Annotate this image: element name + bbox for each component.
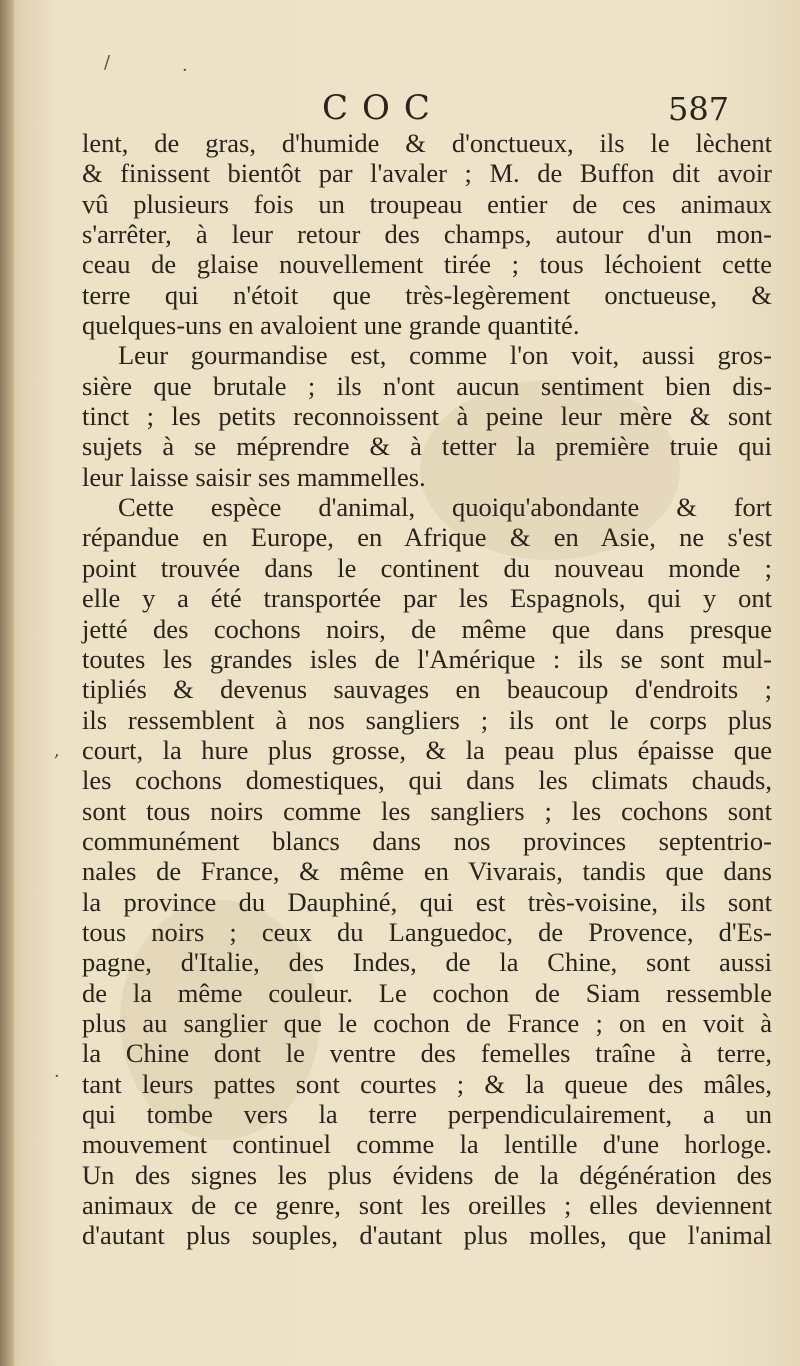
text-line: animaux de ce genre, sont les oreilles ; elles deviennent [82,1190,772,1221]
paragraph [82,340,772,492]
paragraph [82,492,772,1251]
text-line: tipliés & devenus sauvages en beaucoup d'endroits ; [82,674,772,705]
text-line: ceau de glaise nouvellement tirée ; tous léchoient cette [82,249,772,280]
text-line: Cette espèce d'animal, quoiqu'abondante & fort [118,492,772,523]
text-line: jetté des cochons noirs, de même que dans presque [82,613,772,644]
text-line: sière que brutale ; ils n'ont aucun sentiment bien dis- [82,370,772,401]
text-line: répandue en Europe, en Afrique & en Asie, ne s'est [82,522,772,553]
text-line: communément blancs dans nos provinces septentrio- [82,825,772,856]
text-line: elle y a été transportée par les Espagnols, qui y ont [82,583,772,614]
text-line: tous noirs ; ceux du Languedoc, de Provence, d'Es- [82,916,772,947]
body-text [82,128,772,1251]
page-binding-edge [0,0,14,1366]
text-line: tant leurs pattes sont courtes ; & la queue des mâles, [82,1068,772,1099]
text-line: les cochons domestiques, qui dans les climats chauds, [82,765,772,796]
ink-mark: · [182,60,188,81]
text-line: nales de France, & même en Vivarais, tandis que dans [82,856,772,887]
text-line: de la même couleur. Le cochon de Siam ressemble [82,977,772,1008]
text-line: qui tombe vers la terre perpendiculairement, a un [82,1099,772,1129]
text-line: la province du Dauphiné, qui est très-voisine, ils sont [82,886,772,917]
text-line: & finissent bientôt par l'avaler ; M. de Buffon dit avoir [82,158,772,189]
text-line: leur laisse saisir ses mammelles. [82,461,426,492]
text-line: tinct ; les petits reconnoissent à peine leur mère & sont [82,401,772,432]
ink-mark: , [54,740,60,761]
text-line: ils ressemblent à nos sangliers ; ils ont le corps plus [82,704,772,735]
text-line: mouvement continuel comme la lentille d'une horloge. [82,1129,772,1160]
text-line: quelques-uns en avaloient une grande quantité. [82,310,580,341]
ink-mark: / [104,52,111,73]
text-line: point trouvée dans le continent du nouveau monde ; [82,552,772,583]
text-line: s'arrêter, à leur retour des champs, autour d'un mon- [82,219,772,250]
text-line: plus au sanglier que le cochon de France ; on en voit à [82,1007,772,1038]
text-line: pagne, d'Italie, des Indes, de la Chine, sont aussi [82,947,772,978]
text-line: sujets à se méprendre & à tetter la première truie qui [82,431,772,462]
running-head: COC [322,88,444,128]
ink-mark: · [54,1066,60,1087]
page-header [0,88,800,128]
text-line: d'autant plus souples, d'autant plus molles, que l'animal [82,1220,772,1251]
text-line: terre qui n'étoit que très-legèrement onctueuse, & [82,279,772,310]
text-line: toutes les grandes isles de l'Amérique : ils se sont mul- [82,643,772,674]
paragraph [82,128,772,340]
text-line: lent, de gras, d'humide & d'onctueux, ils le lèchent [82,128,772,158]
text-line: vû plusieurs fois un troupeau entier de ces animaux [82,188,772,219]
text-line: Un des signes les plus évidens de la dégénération des [82,1159,772,1190]
page-number: 587 [668,90,730,128]
text-line: Leur gourmandise est, comme l'on voit, aussi gros- [118,340,772,371]
text-line: court, la hure plus grosse, & la peau plus épaisse que [82,734,772,765]
text-line: la Chine dont le ventre des femelles traîne à terre, [82,1038,772,1069]
text-line: sont tous noirs comme les sangliers ; les cochons sont [82,795,772,826]
